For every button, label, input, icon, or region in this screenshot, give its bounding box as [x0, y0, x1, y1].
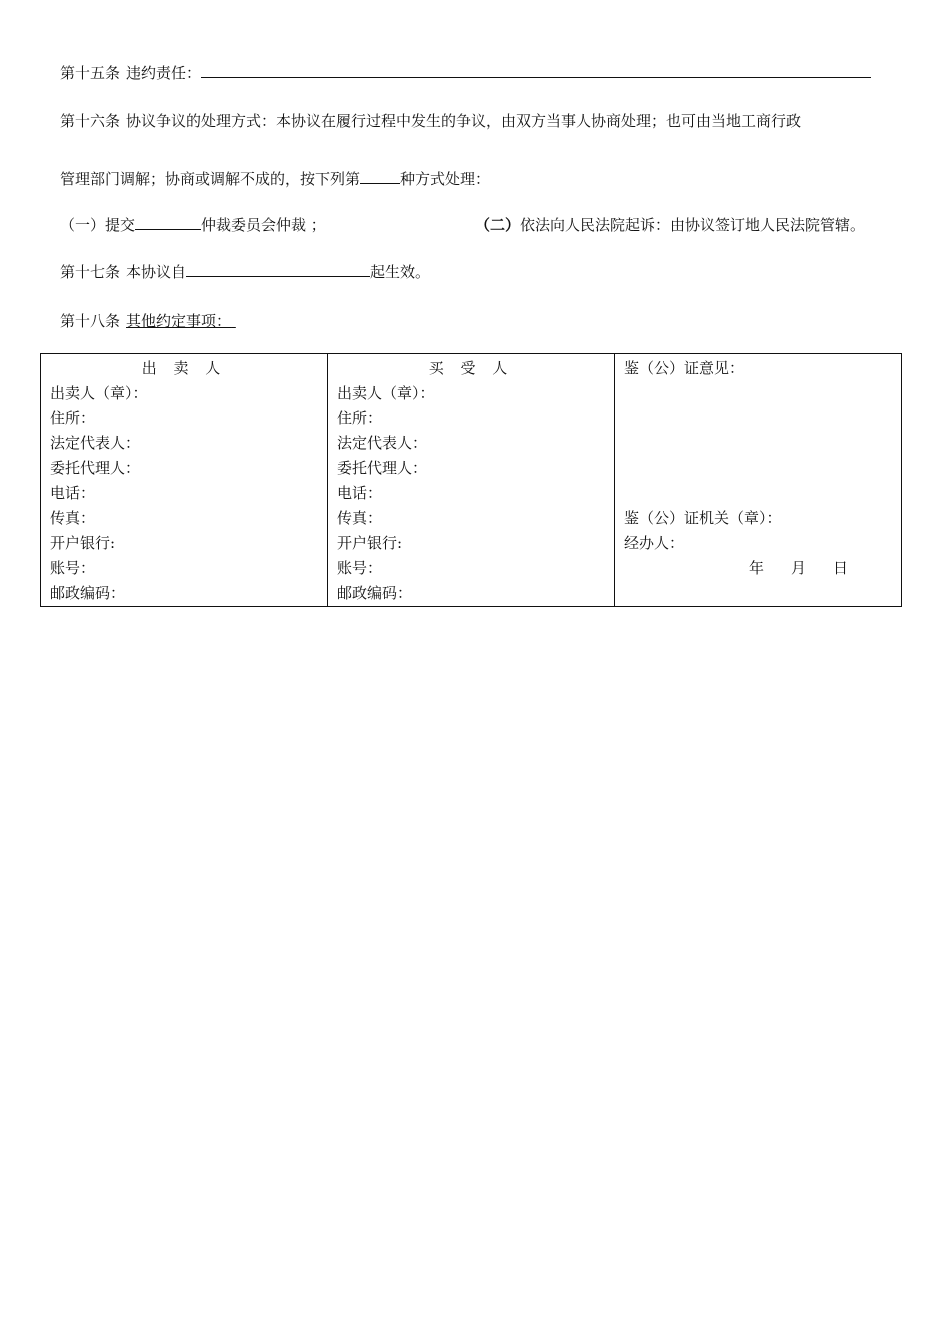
seller-bank-field[interactable]: 开户银行: [50, 534, 116, 552]
clause-17 [60, 262, 430, 282]
clause-18-text: 其他约定事项： [126, 312, 232, 330]
buyer-address-field[interactable]: 住所： [337, 409, 383, 427]
buyer-column [328, 354, 615, 607]
option-1 [60, 215, 326, 235]
date-day-label: 日 [833, 559, 849, 577]
option-1-pre: （一）提交 [60, 216, 136, 234]
clause-16-label: 第十六条 [60, 112, 121, 130]
buyer-bank-field[interactable]: 开户银行: [337, 534, 403, 552]
clause-16-text: 协议争议的处理方式：本协议在履行过程中发生的争议，由双方当事人协商处理；也可由当地工商行政 [126, 112, 802, 130]
notary-agency-field[interactable]: 鉴（公）证机关（章）： [624, 509, 782, 527]
seller-agent-field[interactable]: 委托代理人： [50, 459, 141, 477]
clause-15-label: 第十五条 [60, 64, 121, 82]
clause-15-text: 违约责任： [126, 64, 202, 82]
buyer-phone-field[interactable]: 电话： [337, 484, 383, 502]
clause-16-continuation [60, 169, 490, 189]
clause-16-cont-post: 种方式处理： [400, 170, 491, 188]
notary-spacer [624, 481, 892, 506]
seller-seal-field[interactable]: 出卖人（章）： [50, 384, 148, 402]
seller-postcode-field[interactable]: 邮政编码： [50, 584, 126, 602]
notary-agent-field[interactable]: 经办人： [624, 534, 685, 552]
signature-table [40, 353, 902, 607]
seller-account-field[interactable]: 账号： [50, 559, 96, 577]
notary-spacer [624, 456, 892, 481]
clause-18 [60, 311, 236, 331]
seller-legal-rep-field[interactable]: 法定代表人： [50, 434, 141, 452]
date-month-label: 月 [791, 559, 807, 577]
notary-column [615, 354, 902, 607]
option-2-prefix: （二） [475, 216, 521, 234]
seller-header: 出 卖 人 [141, 359, 227, 377]
arbitration-committee-blank[interactable] [135, 215, 201, 230]
clause-17-label: 第十七条 [60, 263, 121, 281]
clause-17-pre: 本协议自 [126, 263, 187, 281]
buyer-header: 买 受 人 [428, 359, 514, 377]
method-number-blank[interactable] [360, 169, 400, 184]
liability-blank[interactable] [201, 63, 871, 78]
option-2-text: 依法向人民法院起诉：由协议签订地人民法院管辖。 [520, 216, 866, 234]
date-year-label: 年 [749, 559, 765, 577]
buyer-account-field[interactable]: 账号： [337, 559, 383, 577]
notary-date-field[interactable] [624, 556, 892, 581]
option-1-post: 仲裁委员会仲裁 ； [201, 216, 326, 234]
notary-spacer [624, 431, 892, 456]
clause-18-underline-tail [231, 312, 236, 330]
buyer-seal-field[interactable]: 出卖人（章）： [337, 384, 435, 402]
buyer-fax-field[interactable]: 传真： [337, 509, 383, 527]
clause-16-cont-pre: 管理部门调解；协商或调解不成的，按下列第 [60, 170, 361, 188]
notary-spacer [624, 406, 892, 431]
buyer-postcode-field[interactable]: 邮政编码： [337, 584, 413, 602]
clause-18-label: 第十八条 [60, 312, 121, 330]
clause-17-post: 起生效。 [370, 263, 431, 281]
seller-column [41, 354, 328, 607]
seller-fax-field[interactable]: 传真： [50, 509, 96, 527]
clause-15 [60, 63, 871, 83]
buyer-legal-rep-field[interactable]: 法定代表人： [337, 434, 428, 452]
option-2 [475, 215, 865, 235]
effective-date-blank[interactable] [186, 262, 370, 277]
notary-opinion-field[interactable]: 鉴（公）证意见： [624, 359, 745, 377]
clause-16 [60, 111, 801, 131]
notary-spacer [624, 381, 892, 406]
seller-phone-field[interactable]: 电话： [50, 484, 96, 502]
buyer-agent-field[interactable]: 委托代理人： [337, 459, 428, 477]
seller-address-field[interactable]: 住所： [50, 409, 96, 427]
